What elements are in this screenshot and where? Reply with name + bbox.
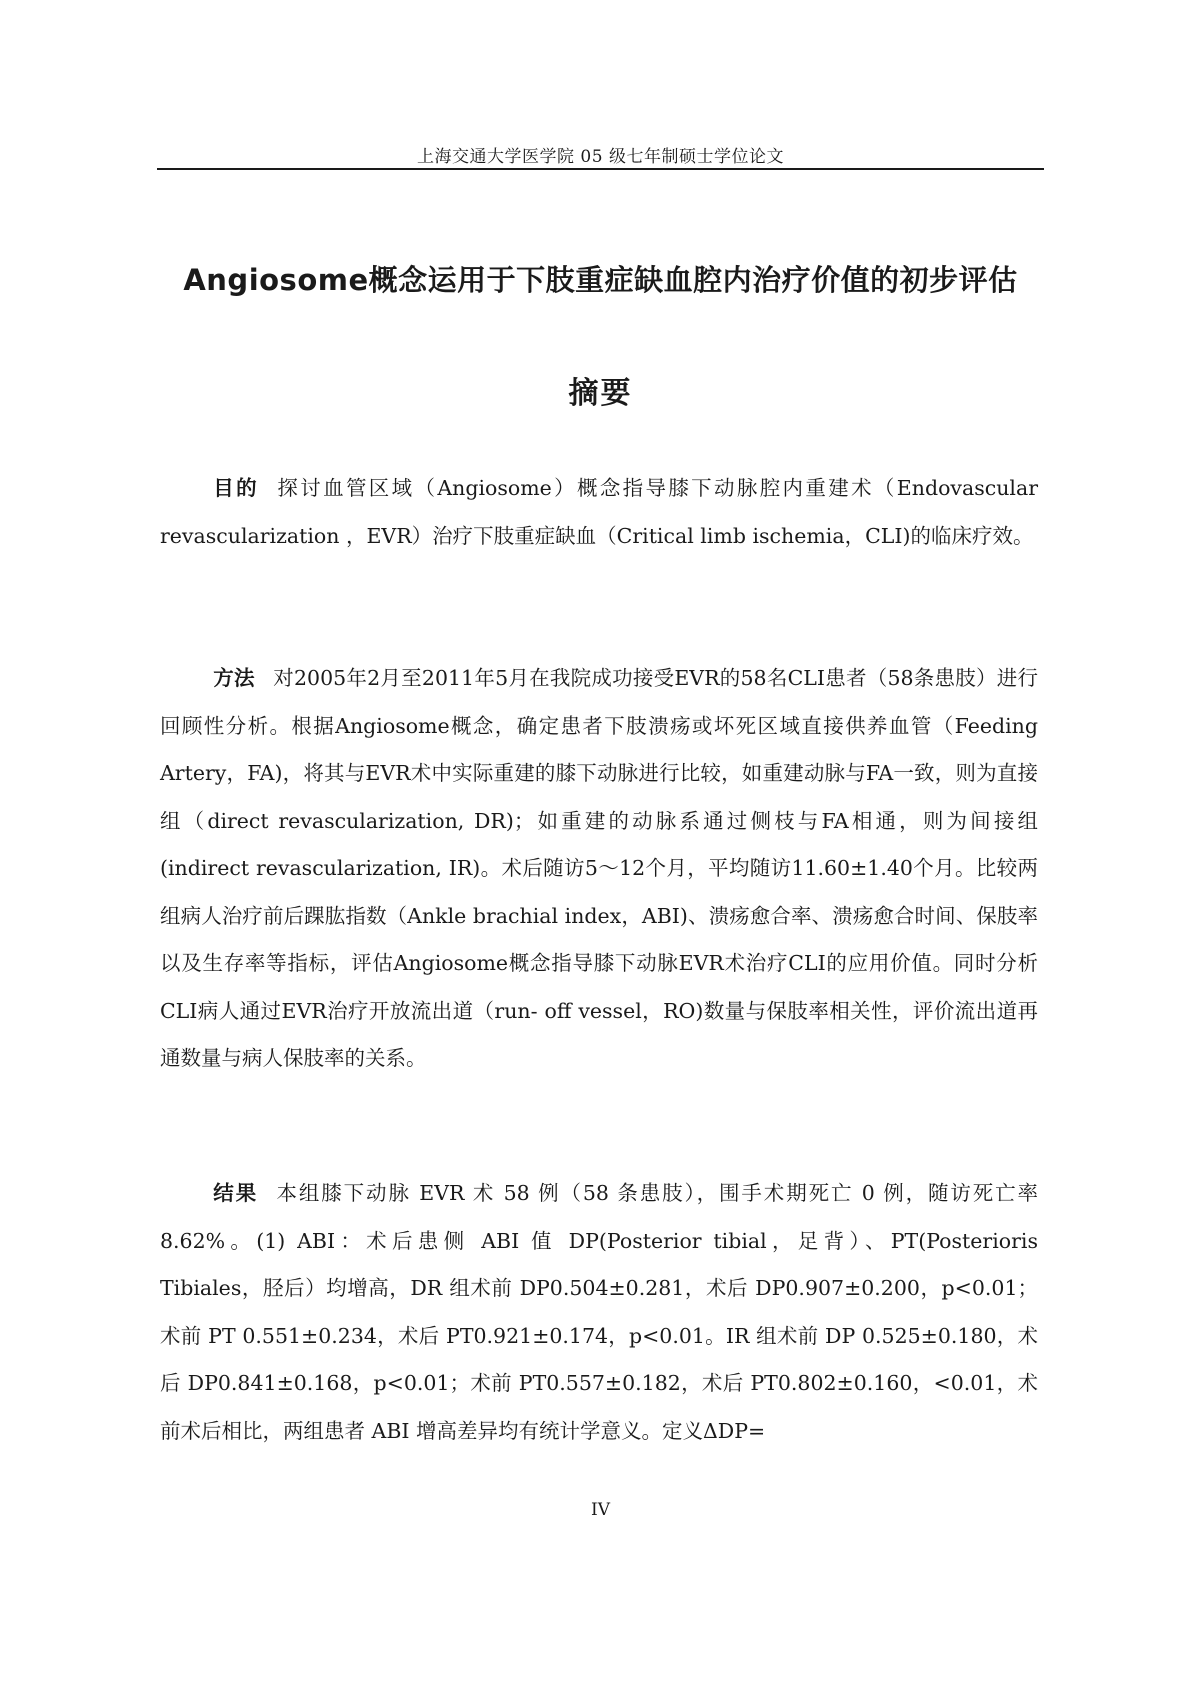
methods-paragraph — [160, 655, 1038, 1083]
objective-text: 探讨血管区域（Angiosome）概念指导膝下动脉腔内重建术（Endovascular revascularization ，EVR）治疗下肢重症缺血（Critical limb ischemia，CLI)的临床疗效。 — [160, 476, 1038, 548]
methods-text: 对2005年2月至2011年5月在我院成功接受EVR的58名CLI患者（58条患肢）进行回顾性分析。根据Angiosome概念，确定患者下肢溃疡或坏死区域直接供养血管（Feeding Artery，FA)，将其与EVR术中实际重建的膝下动脉进行比较，如重建动脉与FA一致，则为直接组（direct revascularization, DR)；如重建的动脉系通过侧枝与FA相通，则为间接组(indirect revascularization, IR)。术后随访5～12个月，平均随访11.60±1.40个月。比较两组病人治疗前后踝肱指数（Ankle brachial index，ABI)、溃疡愈合率、溃疡愈合时间、保肢率以及生存率等指标，评估Angiosome概念指导膝下动脉EVR术治疗CLI的应用价值。同时分析CLI病人通过EVR治疗开放流出道（run- off vessel，RO)数量与保肢率相关性，评价流出道再通数量与病人保肢率的关系。 — [160, 666, 1039, 1070]
running-header: 上海交通大学医学院 05 级七年制硕士学位论文 — [417, 147, 784, 167]
results-text: 本组膝下动脉 EVR 术 58 例（58 条患肢），围手术期死亡 0 例，随访死亡率 8.62%。(1) ABI：术后患侧 ABI 值 DP(Posterior tibial，足背）、PT(Posterioris Tibiales，胫后）均增高，DR 组术前 DP0.504±0.281，术后 DP0.907±0.200，p<0.01；术前 PT 0.551±0.234，术后 PT0.921±0.174，p<0.01。IR 组术前 DP 0.525±0.180，术后 DP0.841±0.168，p<0.01；术前 PT0.557±0.182，术后 PT0.802±0.160，<0.01，术前术后相比，两组患者 ABI 增高差异均有统计学意义。定义ΔDP= — [160, 1181, 1039, 1443]
header-rule — [157, 168, 1044, 170]
results-label: 结果 — [213, 1181, 259, 1205]
objective-paragraph — [160, 465, 1038, 560]
abstract-heading: 摘要 — [568, 376, 633, 411]
results-paragraph — [160, 1170, 1038, 1455]
methods-label: 方法 — [213, 666, 255, 690]
page-number: IV — [591, 1500, 610, 1520]
thesis-title: Angiosome概念运用于下肢重症缺血腔内治疗价值的初步评估 — [183, 263, 1018, 297]
objective-label: 目的 — [213, 476, 259, 500]
